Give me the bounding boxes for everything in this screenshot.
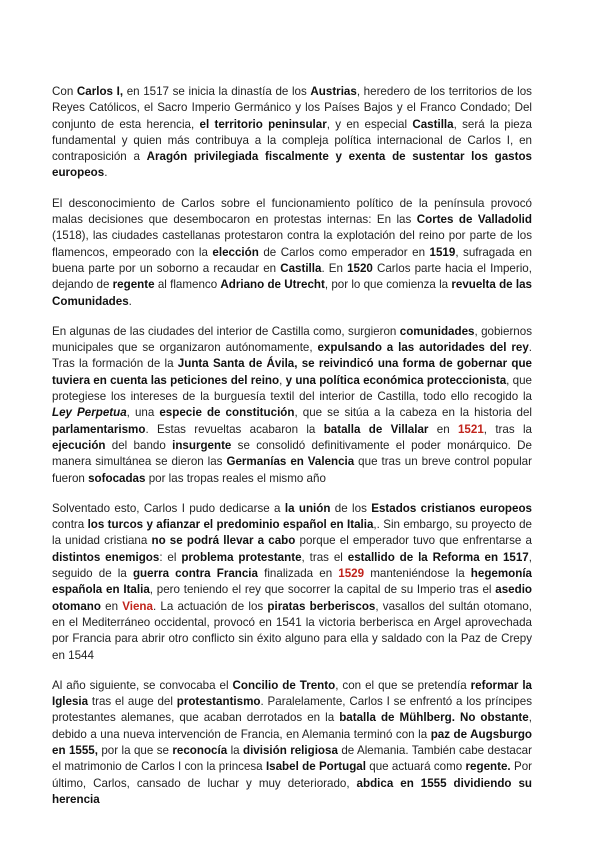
bold-term: regente: [112, 278, 155, 292]
text-run: en: [428, 422, 458, 436]
text-run: que tras un breve control popular fueron: [52, 455, 532, 485]
bold-term: Germanías en Valencia: [226, 455, 355, 469]
bold-term: ejecución: [52, 438, 106, 452]
text-run: , sufragada en buena parte por un soborno a recaudar en: [52, 245, 532, 275]
bold-term: comunidades: [399, 324, 475, 338]
bold-term: distintos enemigos: [52, 550, 160, 564]
bold-term: problema protestante: [181, 550, 302, 564]
text-run: , tras la: [483, 422, 533, 436]
bold-term: reformar la Iglesia: [52, 678, 532, 709]
bold-term: los turcos y afianzar el predominio español en Italia: [87, 518, 374, 532]
paragraph-desconocimiento: [52, 196, 532, 310]
bold-term: Ley Perpetua: [52, 406, 127, 420]
highlighted-red-term: 1521: [457, 422, 484, 436]
text-run: , y en especial: [326, 117, 413, 131]
text-run: de Alemania. También cabe destacar el matrimonio de Carlos I con la princesa: [52, 743, 532, 774]
bold-term: Adriano de Utrecht: [220, 278, 325, 292]
text-run: . Tras la formación de la: [52, 341, 533, 371]
bold-term: Isabel de Portugal: [265, 760, 366, 774]
text-run: Solventado esto, Carlos I pudo dedicarse a: [52, 501, 285, 515]
text-run: , pero teniendo el rey que socorrer la capital de su Imperio tras el: [149, 583, 496, 597]
text-run: que actuará como: [365, 760, 466, 774]
text-run: El desconocimiento de Carlos sobre el funcionamiento político de la península provocó malas decisiones que desembocaron en protestas internas: En las: [52, 196, 532, 227]
bold-term: abdica en 1555 dividiendo su herencia: [52, 776, 532, 806]
text-run: .: [104, 166, 108, 180]
text-run: de Carlos como emperador en: [258, 245, 430, 259]
bold-term: la unión: [284, 501, 331, 515]
text-run: en: [100, 599, 123, 613]
bold-term: asedio otomano: [52, 583, 533, 613]
bold-term: división religiosa: [243, 743, 338, 757]
text-run: , una: [126, 406, 160, 420]
bold-term: 1519: [429, 245, 456, 259]
bold-term: Cortes de Valladolid: [416, 213, 532, 227]
bold-term: estallido de la Reforma en 1517: [347, 550, 529, 564]
text-run: . Paralelamente, Carlos I se enfrentó a los príncipes protestantes alemanes, que acaban derrotados en la: [52, 695, 532, 725]
text-run: , gobiernos municipales que se organizaron autónomamente,: [52, 324, 532, 355]
text-run: del bando: [105, 438, 173, 452]
bold-term: y una política económica proteccionista: [285, 373, 507, 387]
bold-term: guerra contra Francia: [132, 567, 258, 581]
bold-term: reconocía: [172, 743, 228, 757]
text-run: , heredero de los territorios de los Reyes Católicos, el Sacro Imperio Germánico y los Países Bajos y el Franco Condado; Del conjunto de esta herencia,: [52, 85, 532, 131]
bold-term: Concilio de Trento: [232, 678, 336, 692]
text-run: , que se sitúa a la cabeza en la historia del: [294, 406, 532, 420]
text-run: Carlos parte hacia el Imperio, dejando de: [52, 261, 532, 292]
text-run: En algunas de las ciudades del interior de Castilla como, surgieron: [52, 324, 400, 338]
bold-term: no se podrá llevar a cabo: [151, 534, 296, 548]
bold-term: elección: [212, 245, 259, 259]
text-run: . En: [321, 261, 348, 275]
text-run: por las tropas reales el mismo año: [145, 471, 326, 485]
bold-term: regente.: [465, 760, 511, 774]
bold-term: 1520: [347, 261, 373, 275]
text-run: contra: [52, 518, 88, 532]
bold-term: expulsando a las autoridades del rey: [317, 341, 529, 355]
bold-term: el territorio peninsular: [199, 117, 327, 131]
bold-term: Junta Santa de Ávila, se reivindicó una forma de gobernar que tuviera en cuenta las peticiones del reino: [52, 357, 532, 387]
paragraph-concilio-trento: [52, 678, 532, 808]
bold-term: especie de constitución: [159, 406, 295, 420]
text-run: la: [227, 743, 243, 757]
text-run: , vasallos del sultán otomano, en el Mediterráneo occidental, provocó en 1541 la victoria berberisca en Argel aprovechada por Francia para abrir otro conflicto sin éxito alguno para ella y saldado con la Paz de Crepy en 1544: [52, 599, 532, 662]
text-run: en 1517 se inicia la dinastía de los: [123, 85, 311, 98]
bold-term: Castilla: [280, 261, 322, 275]
text-run: : el: [159, 550, 182, 564]
text-run: , por lo que comienza la: [324, 278, 452, 292]
bold-term: hegemonía española en Italia: [52, 567, 532, 597]
bold-term: batalla de Villalar: [323, 422, 429, 436]
text-run: ,. Sin embargo, su proyecto de la unidad cristiana: [52, 518, 532, 548]
bold-term: protestantismo: [176, 695, 261, 709]
text-run: ,: [279, 373, 286, 387]
bold-term: parlamentarismo: [52, 422, 146, 436]
text-run: , debido a una nueva intervención de Francia, en Alemania terminó con la: [52, 711, 532, 741]
text-run: de los: [330, 501, 372, 515]
bold-term: Austrias: [310, 85, 357, 98]
text-run: (1518), las ciudades castellanas protestaron contra la explotación del reino por parte de los flamencos, empeorado con la: [52, 229, 532, 259]
highlighted-red-term: 1529: [338, 567, 365, 581]
bold-term: No obstante: [459, 711, 529, 725]
text-run: manteniéndose la: [364, 567, 471, 581]
text-run: , con el que se pretendía: [335, 678, 471, 692]
text-run: , tras el: [301, 550, 348, 564]
text-run: , que protegiese los intereses de la burguesía textil del interior de Castilla, todo ello recogido la: [52, 373, 532, 404]
bold-term: revuelta de las Comunidades: [52, 278, 533, 308]
text-run: , seguido de la: [52, 550, 532, 581]
bold-term: Aragón privilegiada fiscalmente y exenta de sustentar los gastos europeos: [52, 150, 532, 180]
bold-term: Carlos I,: [76, 85, 124, 98]
bold-term: Castilla: [412, 117, 454, 131]
text-run: Con: [52, 85, 77, 98]
paragraph-politica-exterior: [52, 501, 532, 664]
bold-term: batalla de Mühlberg.: [339, 711, 455, 725]
bold-term: insurgente: [172, 438, 232, 452]
text-run: se consolidó definitivamente el poder monárquico. De manera simultánea se dieron las: [52, 438, 532, 469]
paragraph-carlos-herencia: [52, 84, 532, 182]
bold-term: Estados cristianos europeos: [371, 501, 532, 515]
bold-term: sofocadas: [88, 471, 146, 485]
text-run: Al año siguiente, se convocaba el: [52, 678, 233, 692]
text-run: al flamenco: [154, 278, 221, 292]
text-run: . La actuación de los: [152, 599, 268, 613]
text-run: por la que se: [97, 743, 173, 757]
text-run: tras el auge del: [88, 695, 177, 709]
highlighted-red-term: Viena: [122, 599, 153, 613]
text-run: , será la pieza fundamental y quien más contribuya a la compleja política internacional de Carlos I, en contraposición a: [52, 117, 532, 164]
bold-term: paz de Augsburgo en 1555,: [52, 727, 532, 757]
bold-term: piratas berberiscos: [267, 599, 376, 613]
text-run: Por último, Carlos, cansado de luchar y muy deteriorado,: [52, 760, 532, 790]
text-run: . Estas revueltas acabaron la: [145, 422, 324, 436]
paragraph-comunidades: [52, 324, 532, 487]
text-run: .: [128, 294, 132, 308]
text-run: porque el emperador tuvo que enfrentarse a: [295, 534, 532, 548]
text-run: finalizada en: [257, 567, 339, 581]
